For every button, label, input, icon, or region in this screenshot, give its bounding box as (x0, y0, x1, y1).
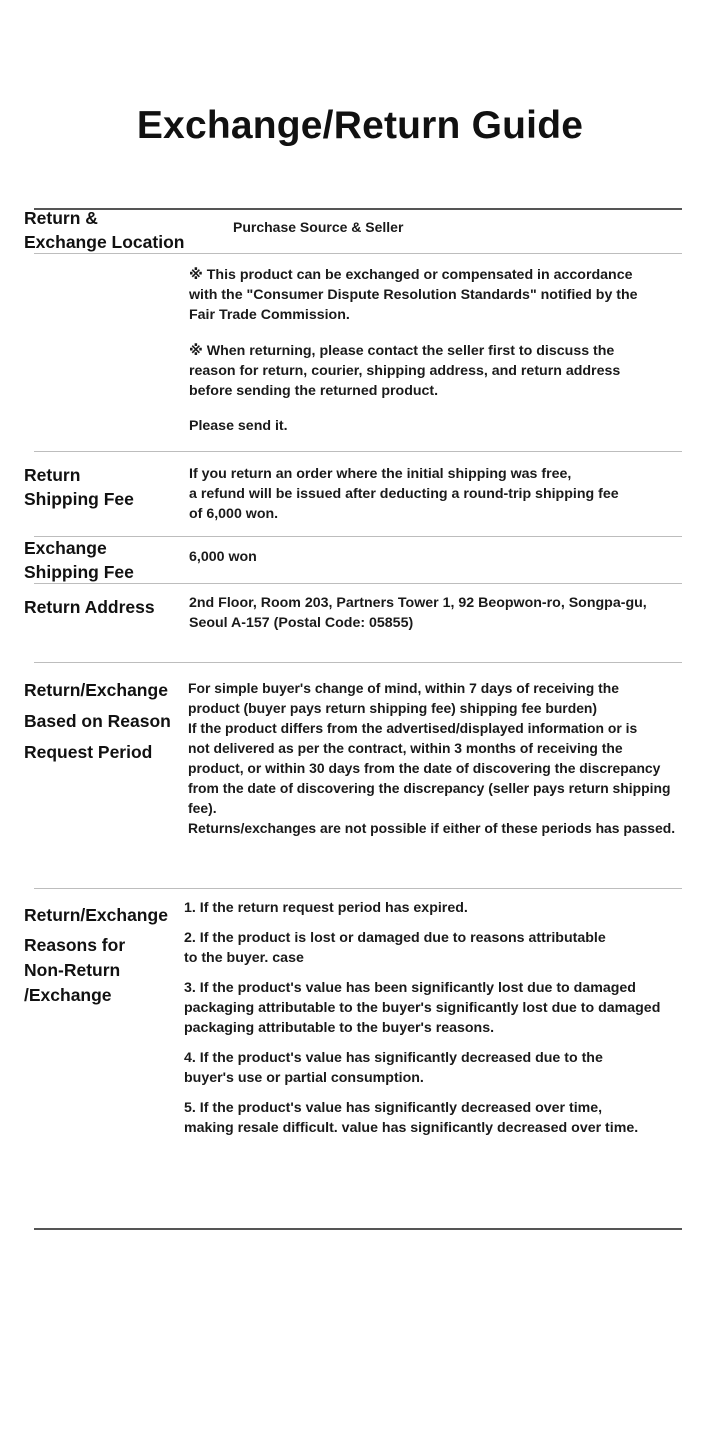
request-period-text (188, 678, 675, 838)
reason-1-line1: 1. If the return request period has expired. (184, 900, 468, 916)
request-period-line1: For simple buyer's change of mind, within 7 days of receiving the (188, 680, 619, 696)
reason-4-line1: 4. If the product's value has significantly decreased due to the (184, 1050, 603, 1066)
reason-2-line2: to the buyer. case (184, 950, 304, 966)
note1-line2: with the "Consumer Dispute Resolution Standards" notified by the (189, 287, 638, 303)
divider (34, 1228, 682, 1230)
exchange-fee-label-line1: Exchange (24, 538, 107, 558)
non-return-label (24, 903, 168, 1008)
note1-line1: ※ This product can be exchanged or compensated in accordance (189, 267, 633, 283)
non-return-label-line2: Reasons for (24, 935, 126, 955)
non-return-reason-2 (184, 928, 606, 968)
note1-line3: Fair Trade Commission. (189, 307, 350, 323)
non-return-reason-4 (184, 1048, 603, 1088)
request-period-label (24, 675, 171, 768)
reason-2-line1: 2. If the product is lost or damaged due to reasons attributable (184, 930, 606, 946)
request-period-line5: product, or within 30 days from the date of discovering the discrepancy (188, 760, 661, 776)
request-period-line2: product (buyer pays return shipping fee) shipping fee burden) (188, 700, 598, 716)
return-fee-line1: If you return an order where the initial shipping was free, (189, 466, 572, 482)
reason-3-line2: packaging attributable to the buyer's significantly lost due to damaged (184, 1000, 661, 1016)
notes-block-2 (189, 341, 620, 401)
return-fee-label (24, 463, 134, 511)
request-period-line3: If the product differs from the advertised/displayed information or is (188, 720, 638, 736)
request-period-label-line2: Based on Reason (24, 711, 171, 731)
location-label-line1: Return & (24, 208, 98, 228)
request-period-line7: fee). (188, 800, 217, 816)
request-period-label-line3: Request Period (24, 742, 153, 762)
exchange-fee-label (24, 536, 134, 584)
request-period-line8: Returns/exchanges are not possible if either of these periods has passed. (188, 820, 676, 836)
return-fee-text (189, 464, 619, 524)
note2-line3: before sending the returned product. (189, 383, 439, 399)
return-fee-label-line2: Shipping Fee (24, 489, 134, 509)
exchange-fee-label-line2: Shipping Fee (24, 562, 134, 582)
divider (34, 888, 682, 889)
non-return-label-line1: Return/Exchange (24, 905, 168, 925)
page-title: Exchange/Return Guide (136, 104, 584, 147)
location-label (24, 206, 184, 254)
reason-3-line3: packaging attributable to the buyer's reasons. (184, 1020, 495, 1036)
non-return-label-line4: /Exchange (24, 985, 112, 1005)
divider (34, 583, 682, 584)
return-address-line2: Seoul A-157 (Postal Code: 05855) (189, 615, 414, 631)
non-return-label-line3: Non-Return (24, 960, 121, 980)
return-address-line1: 2nd Floor, Room 203, Partners Tower 1, 92 Beopwon-ro, Songpa-gu, (189, 595, 647, 611)
location-value: Purchase Source & Seller (233, 219, 404, 235)
non-return-reason-1 (184, 898, 468, 918)
request-period-line6: from the date of discovering the discrepancy (seller pays return shipping (188, 780, 671, 796)
location-label-line2: Exchange Location (24, 232, 185, 252)
divider (34, 451, 682, 452)
notes-block (189, 265, 638, 325)
divider (34, 662, 682, 663)
return-address-label: Return Address (24, 597, 155, 617)
reason-4-line2: buyer's use or partial consumption. (184, 1070, 424, 1086)
reason-5-line1: 5. If the product's value has significantly decreased over time, (184, 1100, 603, 1116)
note3: Please send it. (189, 418, 288, 434)
note2-line2: reason for return, courier, shipping address, and return address (189, 363, 621, 379)
non-return-reason-5 (184, 1098, 638, 1138)
exchange-fee-value: 6,000 won (189, 549, 257, 565)
divider (34, 253, 682, 254)
reason-5-line2: making resale difficult. value has significantly decreased over time. (184, 1120, 639, 1136)
request-period-label-line1: Return/Exchange (24, 680, 168, 700)
return-fee-line3: of 6,000 won. (189, 506, 279, 522)
return-address-text (189, 593, 647, 633)
note2-line1: ※ When returning, please contact the seller first to discuss the (189, 343, 615, 359)
return-fee-label-line1: Return (24, 465, 81, 485)
reason-3-line1: 3. If the product's value has been significantly lost due to damaged (184, 980, 636, 996)
request-period-line4: not delivered as per the contract, within 3 months of receiving the (188, 740, 623, 756)
return-fee-line2: a refund will be issued after deducting a round-trip shipping fee (189, 486, 619, 502)
non-return-reason-3 (184, 978, 660, 1038)
